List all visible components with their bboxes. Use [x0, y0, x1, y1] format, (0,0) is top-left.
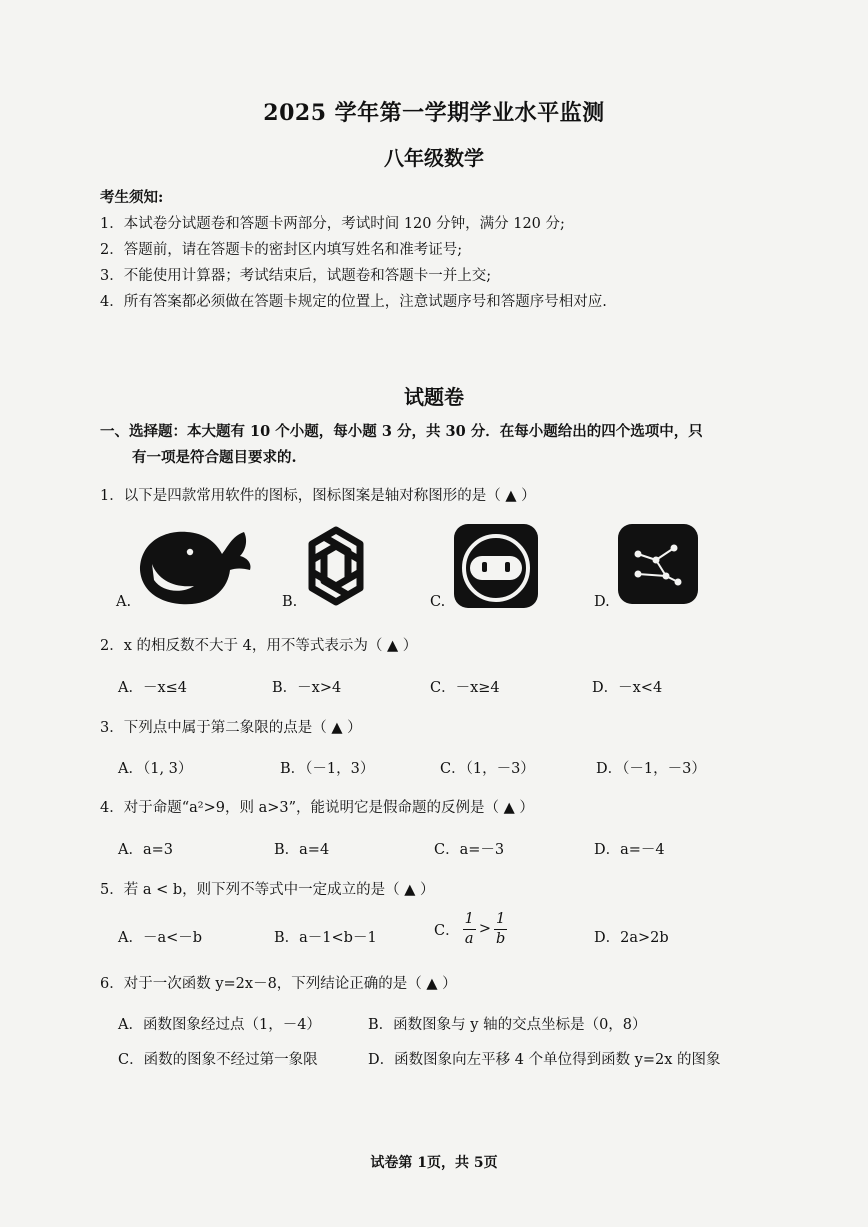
- question-6-stem: 6．对于一次函数 y=2x－8，下列结论正确的是（ ▲ ）: [100, 976, 457, 992]
- question-2-option-c: C．－x≥4: [430, 680, 500, 696]
- page-footer: 试卷第 1页，共 5页: [370, 1155, 498, 1171]
- question-3-option-b: B．（－1，3）: [280, 761, 375, 777]
- question-5-option-c-label: C．: [434, 922, 460, 939]
- face-logo-icon: [452, 522, 540, 610]
- question-3-option-c: C．（1，－3）: [440, 761, 535, 777]
- question-6-option-b: B．函数图象与 y 轴的交点坐标是（0，8）: [368, 1017, 647, 1033]
- question-3-stem: 3．下列点中属于第二象限的点是（ ▲ ）: [100, 720, 362, 736]
- fraction-denominator: a: [464, 930, 474, 947]
- notice-item: 3．不能使用计算器；考试结束后，试题卷和答题卡一并上交;: [100, 268, 492, 284]
- network-logo-icon: [616, 522, 700, 606]
- fraction-numerator: 1: [494, 912, 507, 930]
- part1-instructions-cont: 有一项是符合题目要求的.: [132, 449, 297, 466]
- question-4-option-a: A．a=3: [118, 842, 173, 858]
- question-4-option-b: B．a=4: [274, 842, 330, 858]
- knot-logo-icon: [290, 522, 382, 610]
- exam-subtitle: 八年级数学: [384, 146, 484, 170]
- question-2-option-a: A．－x≤4: [118, 680, 188, 696]
- fraction-denominator: b: [495, 930, 506, 947]
- question-5-option-d: D．2a>2b: [594, 930, 669, 946]
- question-6-option-c: C．函数的图象不经过第一象限: [118, 1052, 318, 1068]
- whale-logo-icon: [132, 522, 254, 610]
- fraction-numerator: 1: [463, 912, 476, 930]
- question-4-option-d: D．a=－4: [594, 842, 665, 858]
- question-6-option-a: A．函数图象经过点（1，－4）: [118, 1017, 321, 1033]
- fraction-one-over-b: [494, 912, 507, 946]
- question-3-option-a: A．（1, 3）: [118, 761, 193, 777]
- question-1-label-c: C.: [430, 594, 446, 610]
- question-2-option-d: D．－x<4: [592, 680, 663, 696]
- notice-item: 4．所有答案都必须做在答题卡规定的位置上，注意试题序号和答题序号相对应.: [100, 294, 607, 310]
- question-5-option-a: A．－a<－b: [118, 930, 203, 946]
- question-3-option-d: D．（－1，－3）: [596, 761, 706, 777]
- fraction-operator: >: [478, 921, 491, 937]
- question-6-option-d: D．函数图象向左平移 4 个单位得到函数 y=2x 的图象: [368, 1052, 721, 1068]
- question-5-stem: 5．若 a < b，则下列不等式中一定成立的是（ ▲ ）: [100, 882, 435, 898]
- fraction-one-over-a: [463, 912, 476, 946]
- question-1-stem: 1．以下是四款常用软件的图标，图标图案是轴对称图形的是（ ▲ ）: [100, 488, 536, 504]
- notice-item: 2．答题前，请在答题卡的密封区内填写姓名和准考证号;: [100, 242, 463, 258]
- question-1-label-d: D.: [594, 594, 610, 610]
- question-1-label-a: A.: [116, 594, 132, 610]
- section-title: 试题卷: [404, 385, 464, 409]
- notice-item: 1．本试卷分试题卷和答题卡两部分，考试时间 120 分钟，满分 120 分;: [100, 216, 565, 232]
- part1-instructions: 一、选择题：本大题有 10 个小题，每小题 3 分，共 30 分．在每小题给出的四个选项中，只: [100, 423, 703, 440]
- notice-heading: 考生须知:: [100, 189, 164, 206]
- exam-title: 2025 学年第一学期学业水平监测: [263, 100, 605, 126]
- question-2-stem: 2．x 的相反数不大于 4，用不等式表示为（ ▲ ）: [100, 638, 418, 654]
- question-2-option-b: B．－x>4: [272, 680, 342, 696]
- question-4-stem: 4．对于命题“a²>9，则 a>3”，能说明它是假命题的反例是（ ▲ ）: [100, 800, 534, 816]
- question-5-option-b: B．a－1<b－1: [274, 930, 377, 946]
- question-5-option-c: [434, 912, 507, 946]
- question-4-option-c: C．a=－3: [434, 842, 505, 858]
- question-1-label-b: B.: [282, 594, 298, 610]
